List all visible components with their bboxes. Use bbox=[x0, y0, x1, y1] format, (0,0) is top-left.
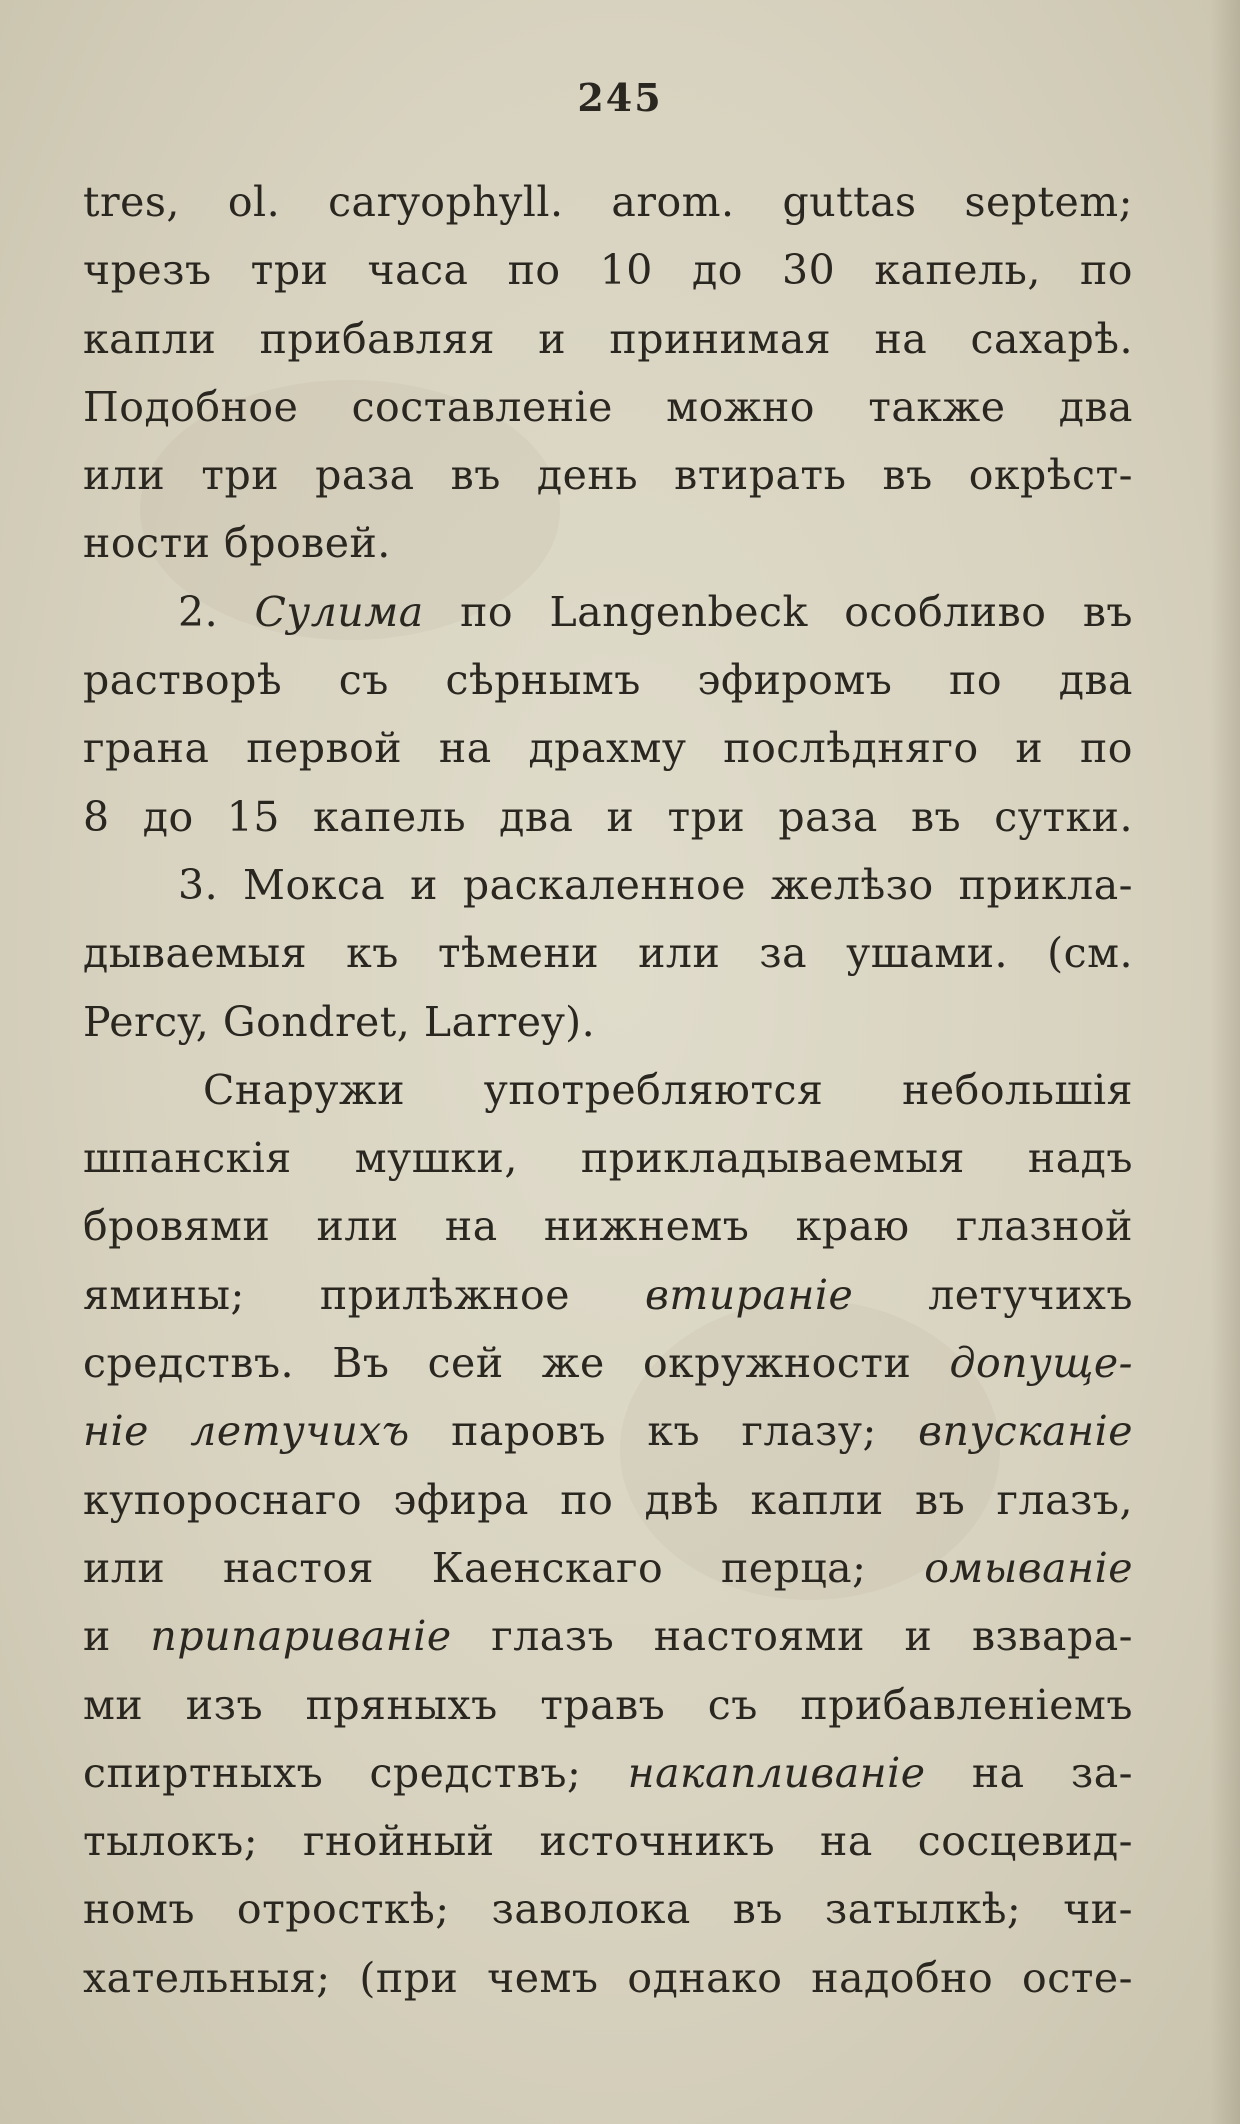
text-run: или настоя Каенскаго перца; bbox=[83, 1543, 925, 1592]
text-line bbox=[83, 1329, 1133, 1397]
page-edge-shadow bbox=[1210, 0, 1240, 2124]
text-line bbox=[83, 168, 1133, 236]
text-run: дываемыя къ тѣмени или за ушами. (см. bbox=[83, 929, 1133, 978]
text-run: и bbox=[83, 1612, 151, 1661]
body-text bbox=[83, 168, 1133, 2012]
text-run: ми изъ пряныхъ травъ съ прибавленіемъ bbox=[83, 1680, 1133, 1729]
text-run: tres, ol. caryophyll. arom. guttas septem; bbox=[83, 178, 1133, 226]
italic-term: омываніе bbox=[924, 1543, 1133, 1592]
text-run: летучихъ bbox=[853, 1270, 1133, 1319]
text-run: Percy, Gondret, Larrey). bbox=[83, 997, 596, 1046]
text-line bbox=[83, 1534, 1133, 1602]
text-line bbox=[83, 919, 1133, 987]
text-line bbox=[83, 509, 1133, 577]
italic-term: припариваніе bbox=[150, 1612, 452, 1661]
text-line bbox=[83, 783, 1133, 851]
text-line bbox=[83, 646, 1133, 714]
page-number: 245 bbox=[577, 75, 663, 120]
text-line bbox=[83, 1056, 1133, 1124]
text-run: чрезъ три часа по 10 до 30 капель, по bbox=[83, 246, 1133, 295]
text-run: бровями или на нижнемъ краю глазной bbox=[83, 1202, 1133, 1251]
text-run: номъ отросткѣ; заволока въ затылкѣ; чи- bbox=[83, 1885, 1133, 1934]
text-run: по Langenbeck особливо въ bbox=[423, 587, 1133, 636]
text-line bbox=[83, 1944, 1133, 2012]
text-run: глазъ настоями и взвара- bbox=[451, 1612, 1133, 1661]
text-run: тылокъ; гнойный источникъ на сосцевид- bbox=[83, 1817, 1133, 1866]
text-line bbox=[83, 1192, 1133, 1260]
text-run: шпанскія мушки, прикладываемыя надъ bbox=[83, 1134, 1133, 1183]
text-run: капли прибавляя и принимая на сахарѣ. bbox=[83, 314, 1133, 363]
text-line bbox=[83, 714, 1133, 782]
text-run: 2. bbox=[178, 587, 255, 636]
text-run: хательныя; (при чемъ однако надобно осте- bbox=[83, 1953, 1133, 2002]
text-line bbox=[83, 236, 1133, 304]
text-run: купороснаго эфира по двѣ капли въ глазъ, bbox=[83, 1475, 1133, 1524]
text-run: Снаружи употребляются небольшія bbox=[203, 1065, 1133, 1114]
text-line bbox=[83, 578, 1133, 646]
italic-term: допуще- bbox=[949, 1339, 1133, 1388]
text-line bbox=[83, 1466, 1133, 1534]
text-line bbox=[83, 1397, 1133, 1465]
text-run: грана первой на драхму послѣдняго и по bbox=[83, 724, 1133, 773]
text-line bbox=[83, 373, 1133, 441]
text-line bbox=[83, 1602, 1133, 1670]
text-run: ямины; прилѣжное bbox=[83, 1270, 645, 1319]
text-run: на за- bbox=[925, 1748, 1133, 1797]
text-line bbox=[83, 1124, 1133, 1192]
text-line bbox=[83, 1875, 1133, 1943]
italic-term: впусканіе bbox=[918, 1407, 1133, 1456]
italic-term: втираніе bbox=[645, 1270, 854, 1319]
text-line bbox=[83, 1671, 1133, 1739]
text-line bbox=[83, 1807, 1133, 1875]
text-line bbox=[83, 305, 1133, 373]
text-run: растворѣ съ сѣрнымъ эфиромъ по два bbox=[83, 656, 1133, 705]
text-line bbox=[83, 441, 1133, 509]
text-run: ности бровей. bbox=[83, 519, 391, 568]
italic-term: Сулима bbox=[254, 587, 424, 636]
text-run: 8 до 15 капель два и три раза въ сутки. bbox=[83, 792, 1133, 841]
text-line bbox=[83, 1261, 1133, 1329]
text-line bbox=[83, 1739, 1133, 1807]
italic-term: накапливаніе bbox=[627, 1748, 926, 1797]
text-line bbox=[83, 988, 1133, 1056]
text-run: паровъ къ глазу; bbox=[409, 1407, 919, 1456]
text-run: Подобное составленіе можно также два bbox=[83, 382, 1133, 431]
text-run: 3. Мокса и раскаленное желѣзо прикла- bbox=[178, 860, 1133, 909]
text-run: спиртныхъ средствъ; bbox=[83, 1748, 628, 1797]
text-run: средствъ. Въ сей же окружности bbox=[83, 1339, 950, 1388]
text-line bbox=[83, 851, 1133, 919]
italic-term: ніе летучихъ bbox=[83, 1407, 410, 1456]
text-run: или три раза въ день втирать въ окрѣст- bbox=[83, 451, 1133, 500]
